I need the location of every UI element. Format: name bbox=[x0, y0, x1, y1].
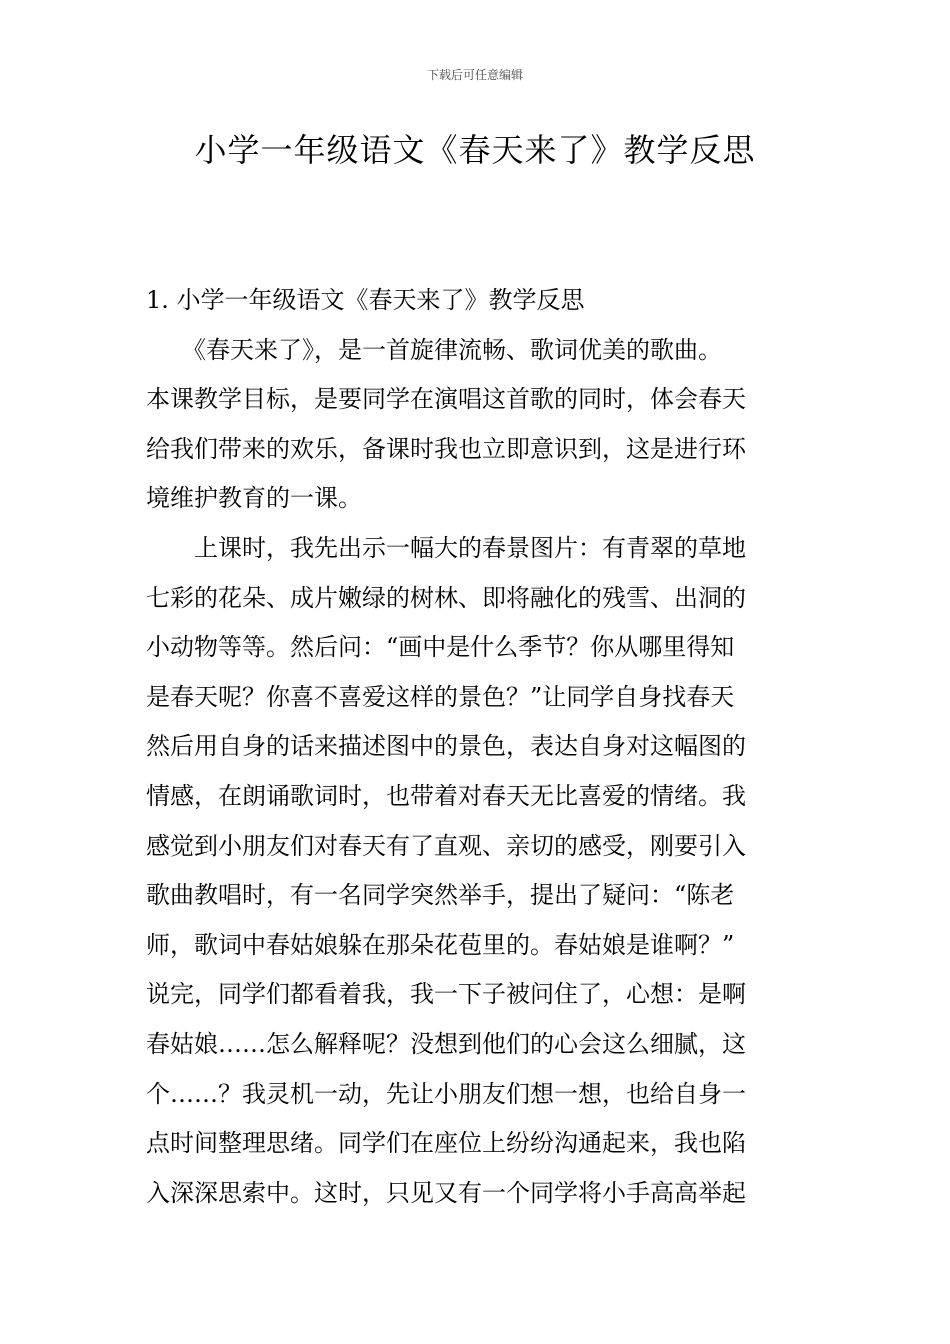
document-title: 小学一年级语文《春天来了》教学反思 bbox=[194, 131, 756, 169]
body-line: 本课教学目标，是要同学在演唱这首歌的同时，体会春天 bbox=[146, 385, 746, 414]
body-line: 七彩的花朵、成片嫩绿的树林、即将融化的残雪、出洞的 bbox=[146, 583, 746, 612]
header-note: 下载后可任意编辑 bbox=[426, 68, 523, 82]
body-line: 歌曲教唱时，有一名同学突然举手，提出了疑问：“陈老 bbox=[146, 881, 735, 910]
body-line: 入深深思索中。这时，只见又有一个同学将小手高高举起 bbox=[146, 1178, 746, 1207]
body-line: 小动物等等。然后问：“画中是什么季节？你从哪里得知 bbox=[146, 633, 735, 662]
section-heading: 1. 小学一年级语文《春天来了》教学反思 bbox=[146, 286, 585, 314]
body-line: 给我们带来的欢乐，备课时我也立即意识到，这是进行环 bbox=[146, 434, 746, 463]
body-line: 春姑娘……怎么解释呢？没想到他们的心会这么细腻，这 bbox=[146, 1029, 746, 1058]
document-body bbox=[146, 276, 808, 1218]
body-line: 点时间整理思绪。同学们在座位上纷纷沟通起来，我也陷 bbox=[146, 1129, 746, 1158]
body-line: 说完，同学们都看着我，我一下子被问住了，心想：是啊 bbox=[146, 980, 746, 1009]
body-line: 是春天呢？你喜不喜爱这样的景色？”让同学自身找春天 bbox=[146, 682, 735, 711]
body-line: 感觉到小朋友们对春天有了直观、亲切的感受，刚要引入 bbox=[146, 831, 746, 860]
body-line: 情感，在朗诵歌词时，也带着对春天无比喜爱的情绪。我 bbox=[146, 781, 746, 810]
body-line: 然后用自身的话来描述图中的景色，表达自身对这幅图的 bbox=[146, 732, 746, 761]
body-line: 境维护教育的一课。 bbox=[146, 484, 362, 513]
body-line: 师，歌词中春姑娘躲在那朵花苞里的。春姑娘是谁啊？” bbox=[146, 930, 735, 959]
body-line: 上课时，我先出示一幅大的春景图片：有青翠的草地 bbox=[146, 533, 746, 562]
body-line: 个……？我灵机一动，先让小朋友们想一想，也给自身一 bbox=[146, 1079, 746, 1108]
body-line: 《春天来了》，是一首旋律流畅、歌词优美的歌曲。 bbox=[146, 335, 722, 364]
